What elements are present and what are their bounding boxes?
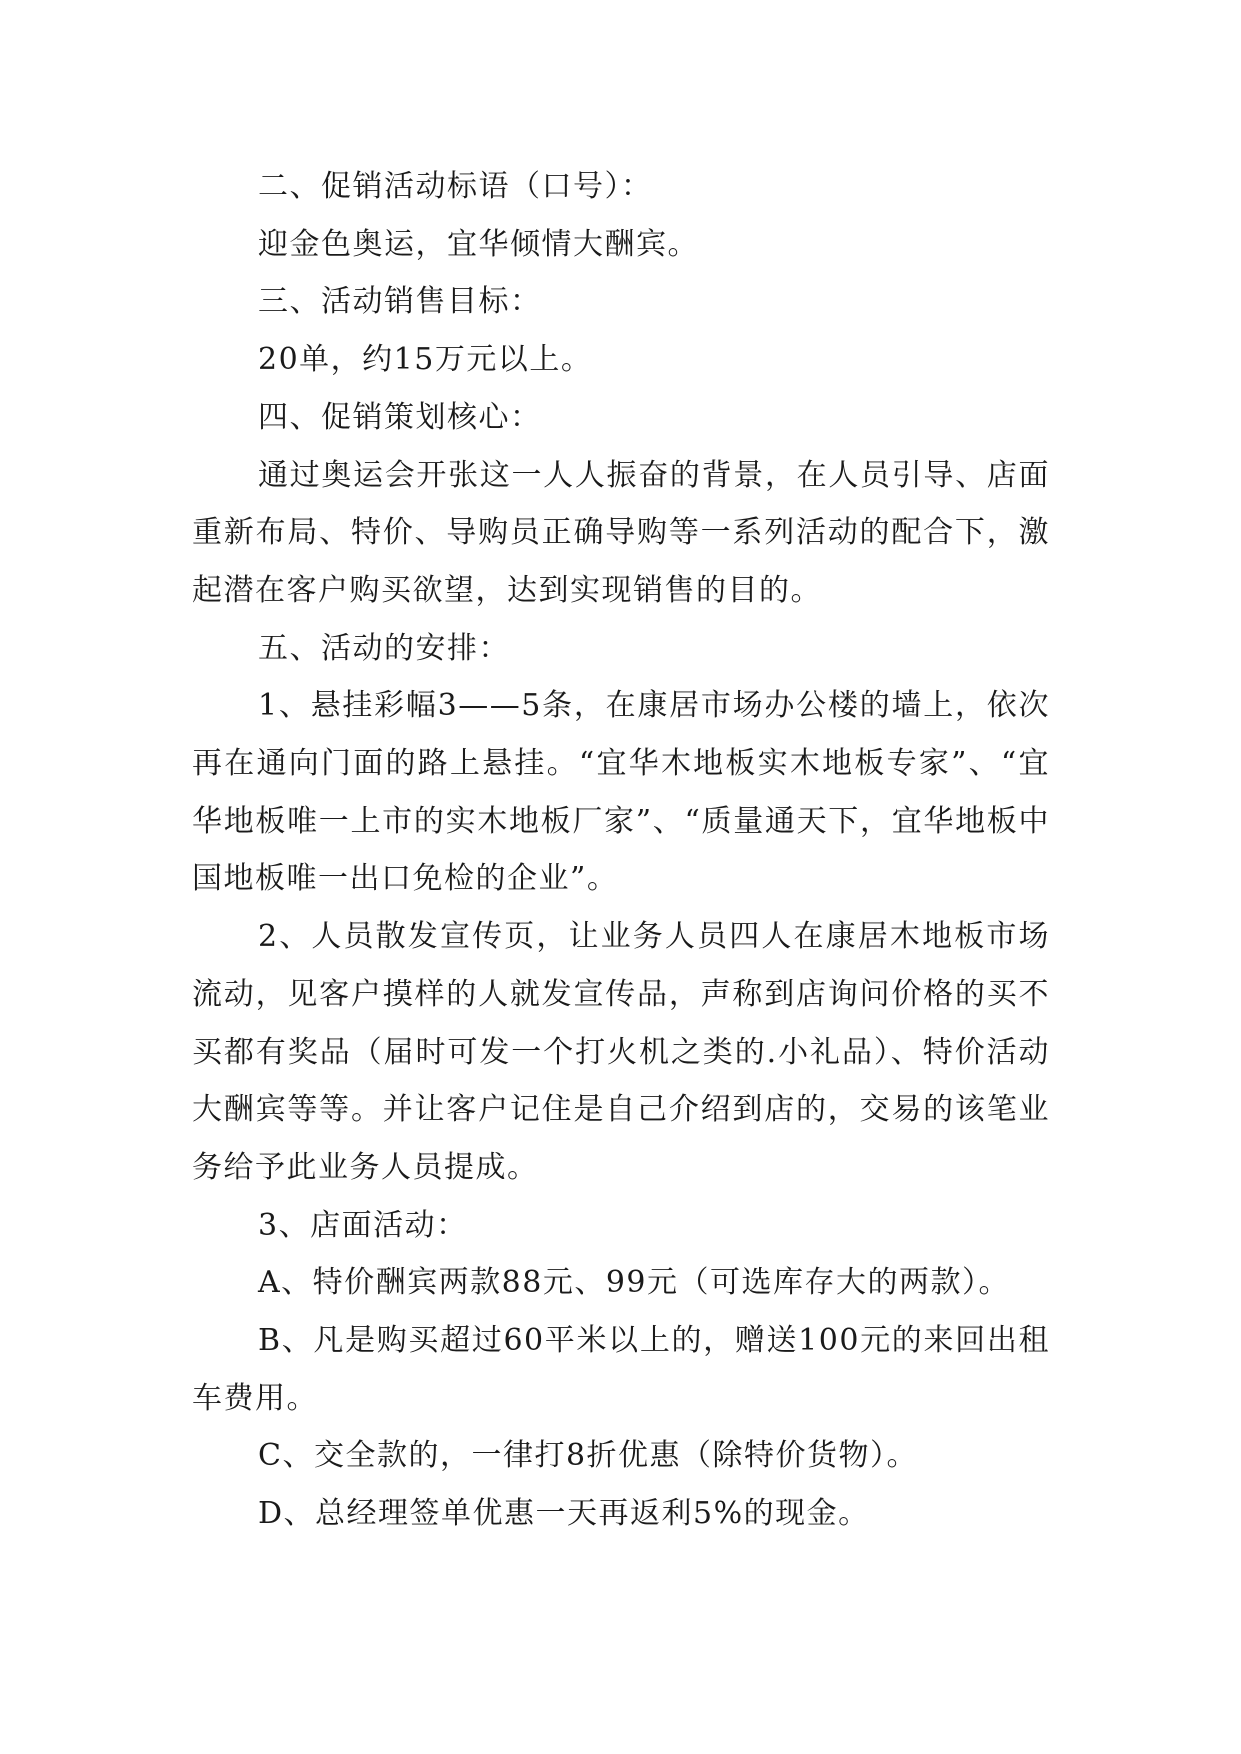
store-activity-c: C、交全款的，一律打8折优惠（除特价货物）。 bbox=[258, 1438, 919, 1474]
store-activity-d: D、总经理签单优惠一天再返利5%的现金。 bbox=[258, 1496, 870, 1532]
slogan-text: 迎金色奥运，宜华倾情大酬宾。 bbox=[258, 226, 699, 262]
arrangement-item-flyers: 2、人员散发宣传页，让业务人员四人在康居木地板市场流动，见客户摸样的人就发宣传品，声称到店询问价格的买不买都有奖品（届时可发一个打火机之类的.小礼品）、特价活动大酬宾等等。并让客户记住是自己介绍到店的，交易的该笔业务给予此业务人员提成。 bbox=[192, 919, 1050, 1185]
section-heading-arrangement: 五、活动的安排： bbox=[258, 630, 510, 666]
core-paragraph: 通过奥运会开张这一人人振奋的背景，在人员引导、店面重新布局、特价、导购员正确导购等一系列活动的配合下，激起潜在客户购买欲望，达到实现销售的目的。 bbox=[192, 457, 1050, 608]
section-heading-slogan: 二、促销活动标语（口号）： bbox=[258, 169, 653, 204]
arrangement-item-banners: 1、悬挂彩幅3——5条，在康居市场办公楼的墙上，依次再在通向门面的路上悬挂。“宜华木地板实木地板专家”、“宜华地板唯一上市的实木地板厂家”、“质量通天下，宜华地板中国地板唯一出口免检的企业”。 bbox=[192, 688, 1050, 897]
section-heading-core: 四、促销策划核心： bbox=[258, 399, 542, 435]
arrangement-item-store-activities: 3、店面活动： bbox=[258, 1207, 468, 1243]
section-heading-sales-target: 三、活动销售目标： bbox=[258, 284, 542, 320]
sales-target-text: 20单，约15万元以上。 bbox=[258, 342, 593, 378]
store-activity-a: A、特价酬宾两款88元、99元（可选库存大的两款）。 bbox=[258, 1265, 1011, 1301]
document-body bbox=[192, 158, 1050, 1543]
store-activity-b: B、凡是购买超过60平米以上的，赠送100元的来回出租车费用。 bbox=[192, 1323, 1050, 1416]
